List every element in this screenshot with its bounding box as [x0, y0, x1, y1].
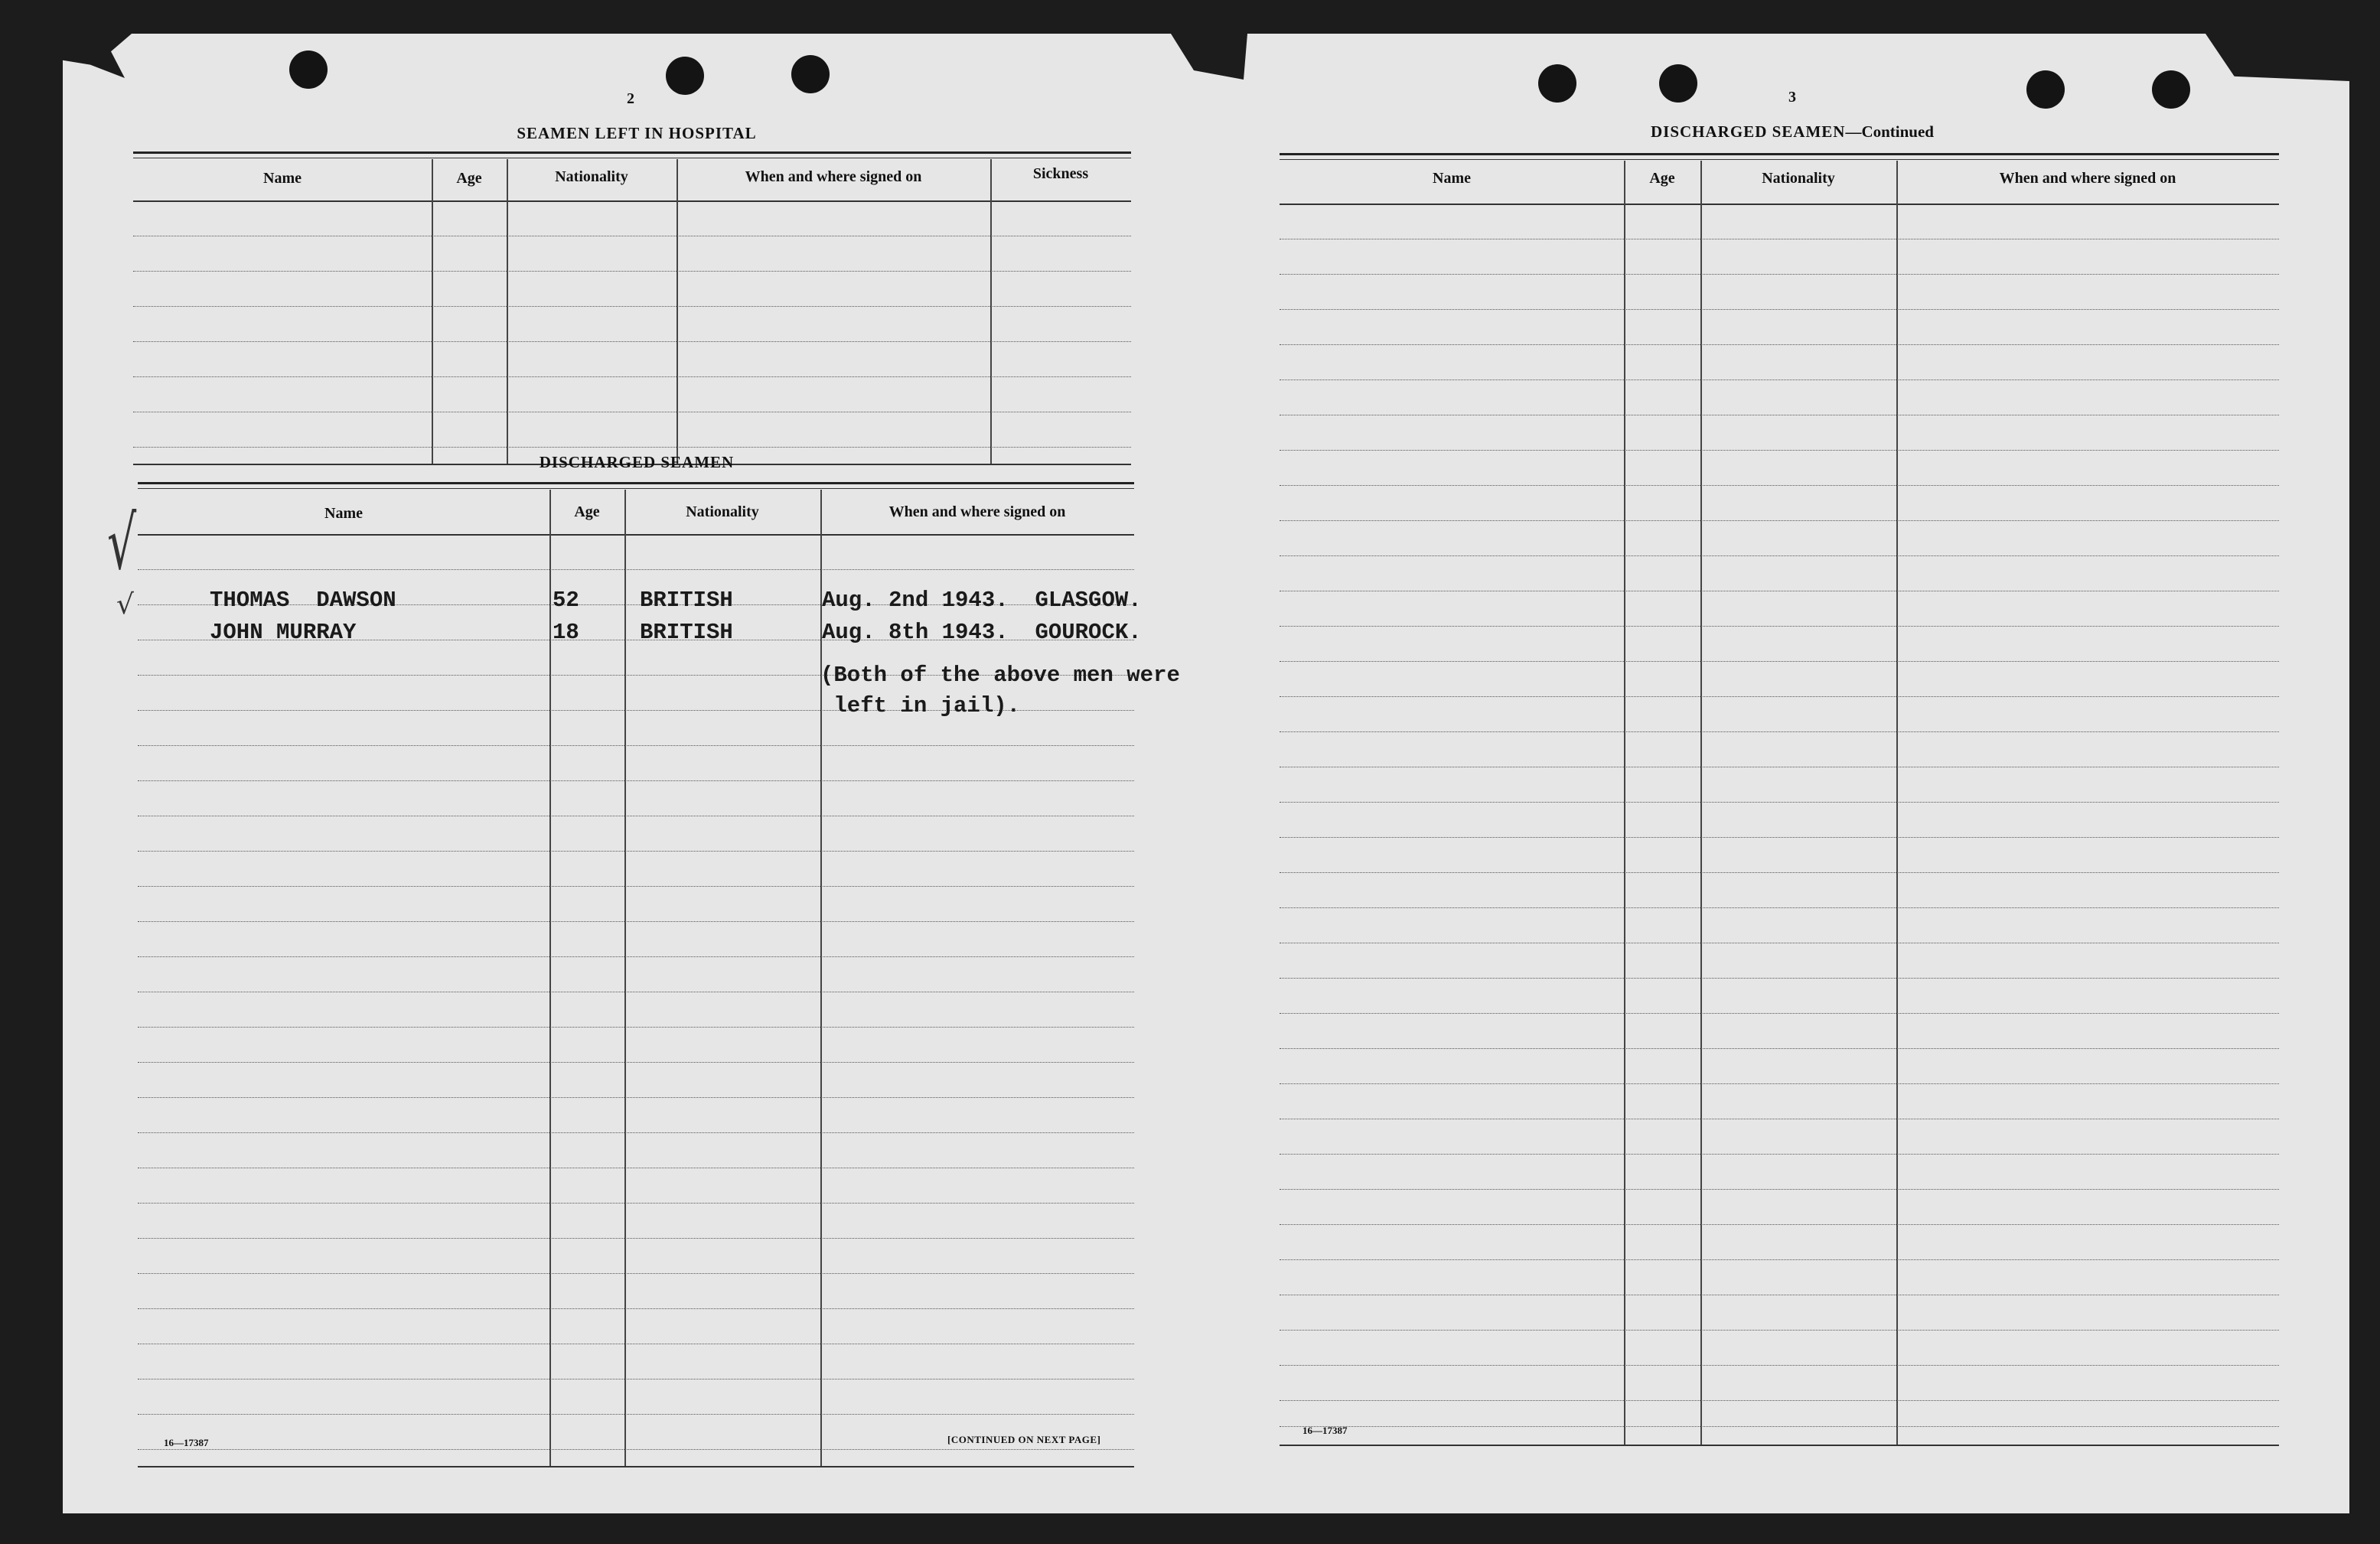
column-header-sickness: Sickness	[1032, 165, 1089, 182]
discharged-continued-title	[1563, 122, 2022, 142]
discharged-continued-title-main: DISCHARGED SEAMEN	[1651, 122, 1846, 141]
punch-hole	[2152, 70, 2190, 109]
table-row-name: THOMAS DAWSON	[210, 588, 396, 613]
table-row-signed-on: Aug. 2nd 1943. GLASGOW.	[822, 588, 1142, 613]
form-number-left: 16—17387	[164, 1437, 209, 1448]
page-number-left: 2	[627, 90, 634, 107]
discharged-table	[138, 482, 1180, 1469]
typed-note-line-1: (Both of the above men were	[820, 663, 1180, 688]
discharged-section-title: DISCHARGED SEAMEN	[539, 453, 735, 471]
column-header-name: Name	[263, 170, 302, 187]
column-header-name: Name	[1433, 170, 1471, 187]
column-header-name: Name	[324, 505, 363, 522]
continued-on-next-page: [CONTINUED ON NEXT PAGE]	[947, 1434, 1101, 1445]
table-row-signed-on: Aug. 8th 1943. GOUROCK.	[822, 620, 1142, 645]
column-header-signed-on: When and where signed on	[888, 503, 1066, 520]
column-header-nationality: Nationality	[1762, 170, 1835, 187]
column-header-signed-on: When and where signed on	[745, 168, 922, 185]
punch-hole	[289, 50, 328, 89]
column-header-age: Age	[574, 503, 600, 520]
table-row-nationality: BRITISH	[640, 620, 733, 645]
paper-tear-middle	[1171, 34, 1247, 80]
form-number-right: 16—17387	[1302, 1425, 1348, 1436]
document-sheet	[63, 34, 2349, 1513]
table-row-name: JOHN MURRAY	[210, 620, 357, 645]
punch-hole	[2026, 70, 2065, 109]
check-mark: √	[107, 501, 137, 587]
hospital-table	[133, 151, 1131, 465]
column-header-signed-on: When and where signed on	[1999, 170, 2176, 187]
column-header-age: Age	[456, 170, 482, 187]
discharged-continued-title-suffix: —Continued	[1845, 122, 1934, 141]
column-header-nationality: Nationality	[555, 168, 628, 185]
punch-hole	[791, 55, 830, 93]
paper-tear-right	[2206, 34, 2349, 81]
check-mark: √	[116, 589, 134, 621]
punch-hole	[666, 57, 704, 95]
page-number-right: 3	[1788, 89, 1796, 106]
discharged-continued-table	[1280, 153, 2279, 1446]
table-row-age: 18	[553, 620, 579, 645]
table-row-age: 52	[553, 588, 579, 613]
column-header-nationality: Nationality	[686, 503, 759, 520]
punch-hole	[1538, 64, 1576, 103]
table-row-nationality: BRITISH	[640, 588, 733, 613]
paper-tear-left	[63, 34, 132, 78]
hospital-section-title: SEAMEN LEFT IN HOSPITAL	[517, 124, 757, 142]
typed-note-line-2: left in jail).	[820, 693, 1021, 718]
punch-hole	[1659, 64, 1697, 103]
column-header-age: Age	[1649, 170, 1675, 187]
